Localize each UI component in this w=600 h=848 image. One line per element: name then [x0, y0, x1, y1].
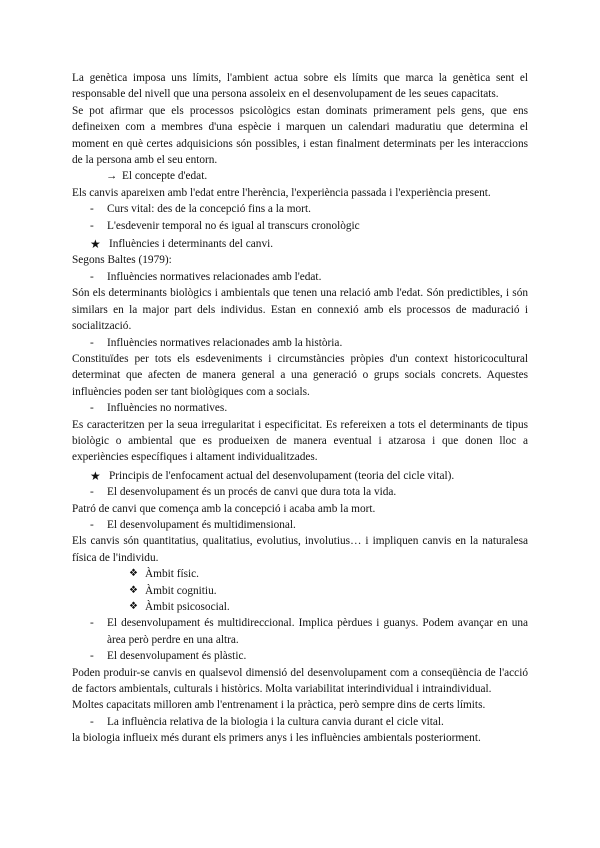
dash-item	[72, 648, 528, 664]
diamond-item	[72, 583, 528, 599]
paragraph: Poden produir-se canvis en qualsevol dimensió del desenvolupament com a conseqüència de l'acció de factors ambientals, culturals i històrics. Molta variabilitat interindividual i intraindividual.	[72, 666, 528, 696]
dash-item	[72, 269, 528, 285]
star-heading	[72, 468, 528, 484]
dash-item	[72, 335, 528, 351]
dash-item	[72, 615, 528, 648]
item-text: Influències normatives relacionades amb l'edat.	[107, 270, 322, 283]
heading-text: Influències i determinants del canvi.	[109, 238, 274, 251]
dash-bullet: -	[90, 715, 94, 728]
item-text: Àmbit psicosocial.	[145, 601, 230, 613]
dash-bullet: -	[90, 650, 94, 663]
diamond-item	[72, 599, 528, 615]
paragraph: Els canvis són quantitatius, qualitatius, evolutius, involutius… i impliquen canvis en la naturalesa física de l'individu.	[72, 535, 528, 564]
paragraph: Es caracteritzen per la seua irregularitat i especificitat. Es refereixen a tots el determinants de tipus biològic o ambiental que es produeixen de manera eventual i atzarosa i que donen lloc a experiències específiques i altament individualitzades.	[72, 418, 528, 464]
item-text: El desenvolupament és multidimensional.	[107, 518, 296, 531]
item-text: La influència relativa de la biologia i la cultura canvia durant el cicle vital.	[107, 715, 444, 728]
document-page	[72, 70, 528, 747]
dash-item	[72, 201, 528, 217]
paragraph: Se pot afirmar que els processos psicològics estan dominats primerament pels gens, que ens defineixen com a membres d'una espècie i marquen un calendari maduratiu que determina el moment en què certes adquisicions són possibles, i estan finalment determinats per les interaccions de la persona amb el seu entorn.	[72, 104, 528, 167]
dash-bullet: -	[90, 336, 94, 349]
item-text: L'esdevenir temporal no és igual al transcurs cronològic	[107, 219, 360, 232]
item-text: Àmbit físic.	[145, 568, 199, 581]
paragraph: la biologia influeix més durant els primers anys i les influències ambientals posteriorment.	[72, 732, 481, 745]
diamond-icon: ❖	[129, 568, 138, 580]
dash-item	[72, 218, 528, 234]
star-icon: ★	[90, 237, 101, 252]
dash-bullet: -	[90, 203, 94, 216]
paragraph: Són els determinants biològics i ambientals que tenen una relació amb l'edat. Són predictibles, i són similars en la major part dels individus. Estan en connexió amb els processos de maduració i socialització.	[72, 287, 528, 333]
dash-bullet: -	[90, 518, 94, 531]
item-text: El desenvolupament és plàstic.	[107, 650, 247, 663]
diamond-icon: ❖	[129, 601, 138, 612]
arrow-icon: →	[106, 170, 118, 183]
heading-text: Principis de l'enfocament actual del desenvolupament (teoria del cicle vital).	[109, 469, 455, 482]
paragraph: Moltes capacitats milloren amb l'entrenament i la pràctica, però sempre dins de certs límits.	[72, 699, 486, 712]
paragraph: Constituïdes per tots els esdeveniments i circumstàncies pròpies d'un context historicocultural determinat que afecten de manera general a una generació o grups socials concrets. Aquestes influències poden ser tant biològiques com a socials.	[72, 352, 528, 398]
dash-bullet: -	[90, 402, 94, 415]
item-text: Influències no normatives.	[107, 402, 228, 415]
diamond-icon: ❖	[129, 584, 138, 596]
star-icon: ★	[90, 468, 101, 483]
dash-item	[72, 484, 528, 500]
item-text: Curs vital: des de la concepció fins a la mort.	[107, 203, 311, 216]
dash-item	[72, 400, 528, 416]
item-text: Àmbit cognitiu.	[145, 584, 217, 597]
star-heading	[72, 236, 528, 252]
item-text: El desenvolupament és un procés de canvi que dura tota la vida.	[107, 486, 397, 499]
paragraph: La genètica imposa uns límits, l'ambient actua sobre els límits que marca la genètica sent el responsable del nivell que una persona assoleix en el desenvolupament de les seues capacitats.	[72, 72, 528, 101]
paragraph: Els canvis apareixen amb l'edat entre l'herència, l'experiència passada i l'experiència present.	[72, 186, 491, 199]
heading-text: El concepte d'edat.	[122, 170, 208, 183]
dash-bullet: -	[90, 486, 94, 499]
dash-bullet: -	[90, 617, 94, 630]
arrow-heading	[72, 168, 528, 184]
diamond-item	[72, 566, 528, 582]
item-text: El desenvolupament és multidireccional. Implica pèrdues i guanys. Podem avançar en una àrea però perdre en una altra.	[107, 617, 528, 646]
dash-bullet: -	[90, 219, 94, 232]
dash-item	[72, 517, 528, 533]
paragraph: Segons Baltes (1979):	[72, 254, 172, 267]
dash-item	[72, 714, 528, 730]
dash-bullet: -	[90, 270, 94, 283]
item-text: Influències normatives relacionades amb la història.	[107, 336, 343, 349]
paragraph: Patró de canvi que comença amb la concepció i acaba amb la mort.	[72, 502, 376, 515]
